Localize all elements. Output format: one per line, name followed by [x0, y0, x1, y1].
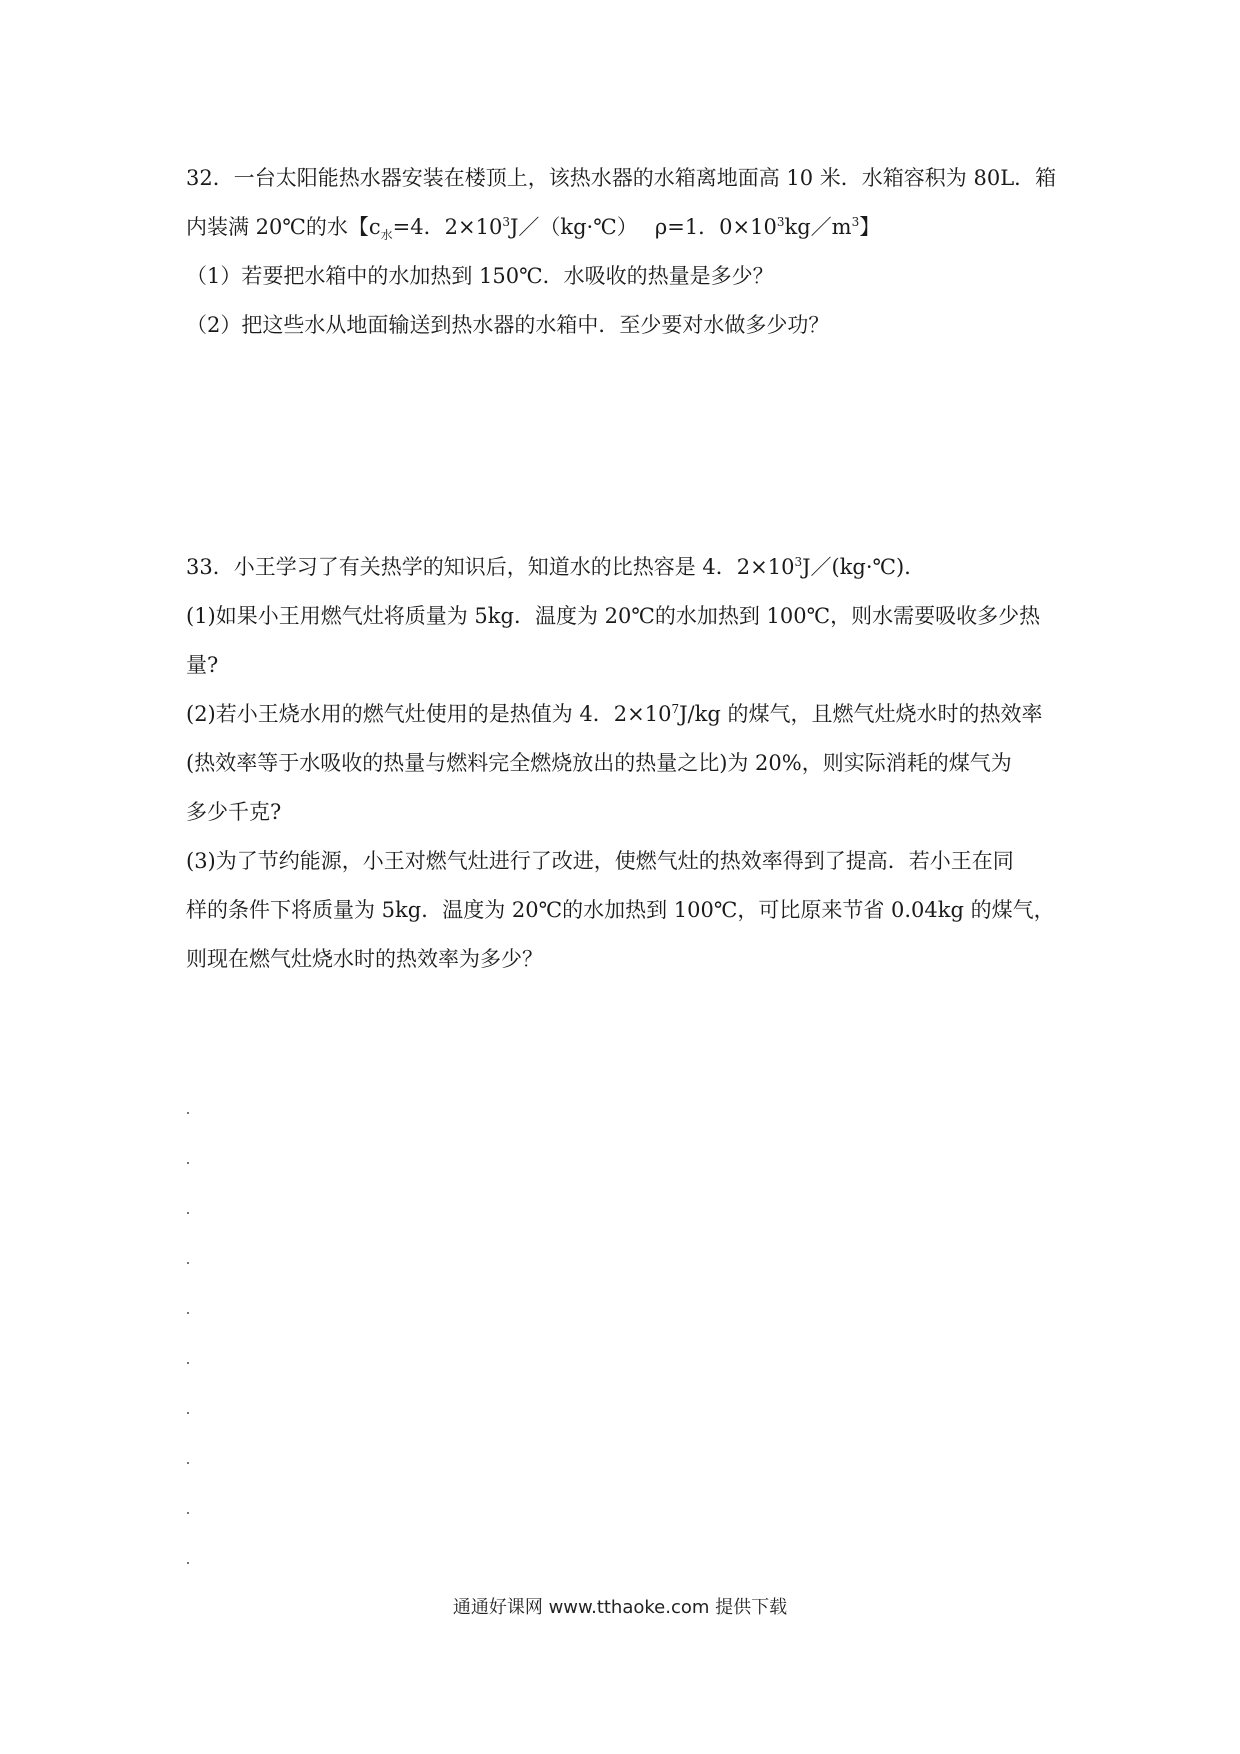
q33-text: J/kg 的煤气，且燃气灶烧水时的热效率 — [679, 702, 1043, 726]
line-marker — [187, 1312, 189, 1314]
q32-text: kg／m — [784, 215, 852, 239]
question-32 — [186, 154, 1066, 350]
q32-text: =4．2×10 — [392, 215, 503, 239]
page-footer: 通通好课网 www.tthaoke.com 提供下载 — [452, 1597, 788, 1618]
line-marker — [187, 1562, 189, 1564]
q33-stem — [186, 543, 1066, 592]
empty-answer-lines — [187, 1112, 197, 1612]
q33-part-3-line3: 则现在燃气灶烧水时的热效率为多少？ — [186, 947, 543, 971]
q32-part-2: （2）把这些水从地面输送到热水器的水箱中．至少要对水做多少功？ — [186, 313, 830, 337]
q33-text: J／(kg·℃)． — [802, 555, 926, 579]
q32-stem-line2 — [186, 203, 1066, 252]
q32-text: 内装满 20℃的水【c — [186, 215, 381, 239]
question-33 — [186, 543, 1066, 984]
q32-superscript: 3 — [776, 215, 785, 229]
q33-part-2-line1 — [186, 690, 1066, 739]
q33-part-3-line2: 样的条件下将质量为 5kg．温度为 20℃的水加热到 100℃，可比原来节省 0.04kg 的煤气， — [186, 898, 1055, 922]
q32-superscript: 3 — [851, 215, 860, 229]
q32-subscript: 水 — [380, 228, 393, 243]
q33-part-1-line2: 量? — [186, 653, 219, 677]
q33-part-2-line3: 多少千克? — [186, 800, 282, 824]
q32-text: J／（kg·℃） ρ=1．0×10 — [509, 215, 777, 239]
q32-part-1: （1）若要把水箱中的水加热到 150℃．水吸收的热量是多少？ — [186, 264, 774, 288]
q33-part-2-line2: (热效率等于水吸收的热量与燃料完全燃烧放出的热量之比)为 20%，则实际消耗的煤气为 — [186, 751, 1012, 775]
q33-superscript: 7 — [671, 702, 680, 716]
q33-superscript: 3 — [794, 555, 803, 569]
line-marker — [187, 1462, 189, 1464]
line-marker — [187, 1162, 189, 1164]
q33-text: (2)若小王烧水用的燃气灶使用的是热值为 4．2×10 — [186, 702, 672, 726]
q32-text: 】 — [859, 215, 881, 239]
line-marker — [187, 1412, 189, 1414]
line-marker — [187, 1362, 189, 1364]
line-marker — [187, 1112, 189, 1114]
line-marker — [187, 1512, 189, 1514]
q32-superscript: 3 — [502, 215, 510, 229]
q32-stem-line1: 32．一台太阳能热水器安装在楼顶上，该热水器的水箱离地面高 10 米．水箱容积为 80L．箱 — [186, 166, 1057, 190]
line-marker — [187, 1212, 189, 1214]
q33-text: 33．小王学习了有关热学的知识后，知道水的比热容是 4．2×10 — [186, 555, 795, 579]
q33-part-3-line1: (3)为了节约能源，小王对燃气灶进行了改进，使燃气灶的热效率得到了提高．若小王在同 — [186, 849, 1014, 873]
q33-part-1-line1: (1)如果小王用燃气灶将质量为 5kg．温度为 20℃的水加热到 100℃，则水需要吸收多少热 — [186, 604, 1041, 628]
line-marker — [187, 1262, 189, 1264]
